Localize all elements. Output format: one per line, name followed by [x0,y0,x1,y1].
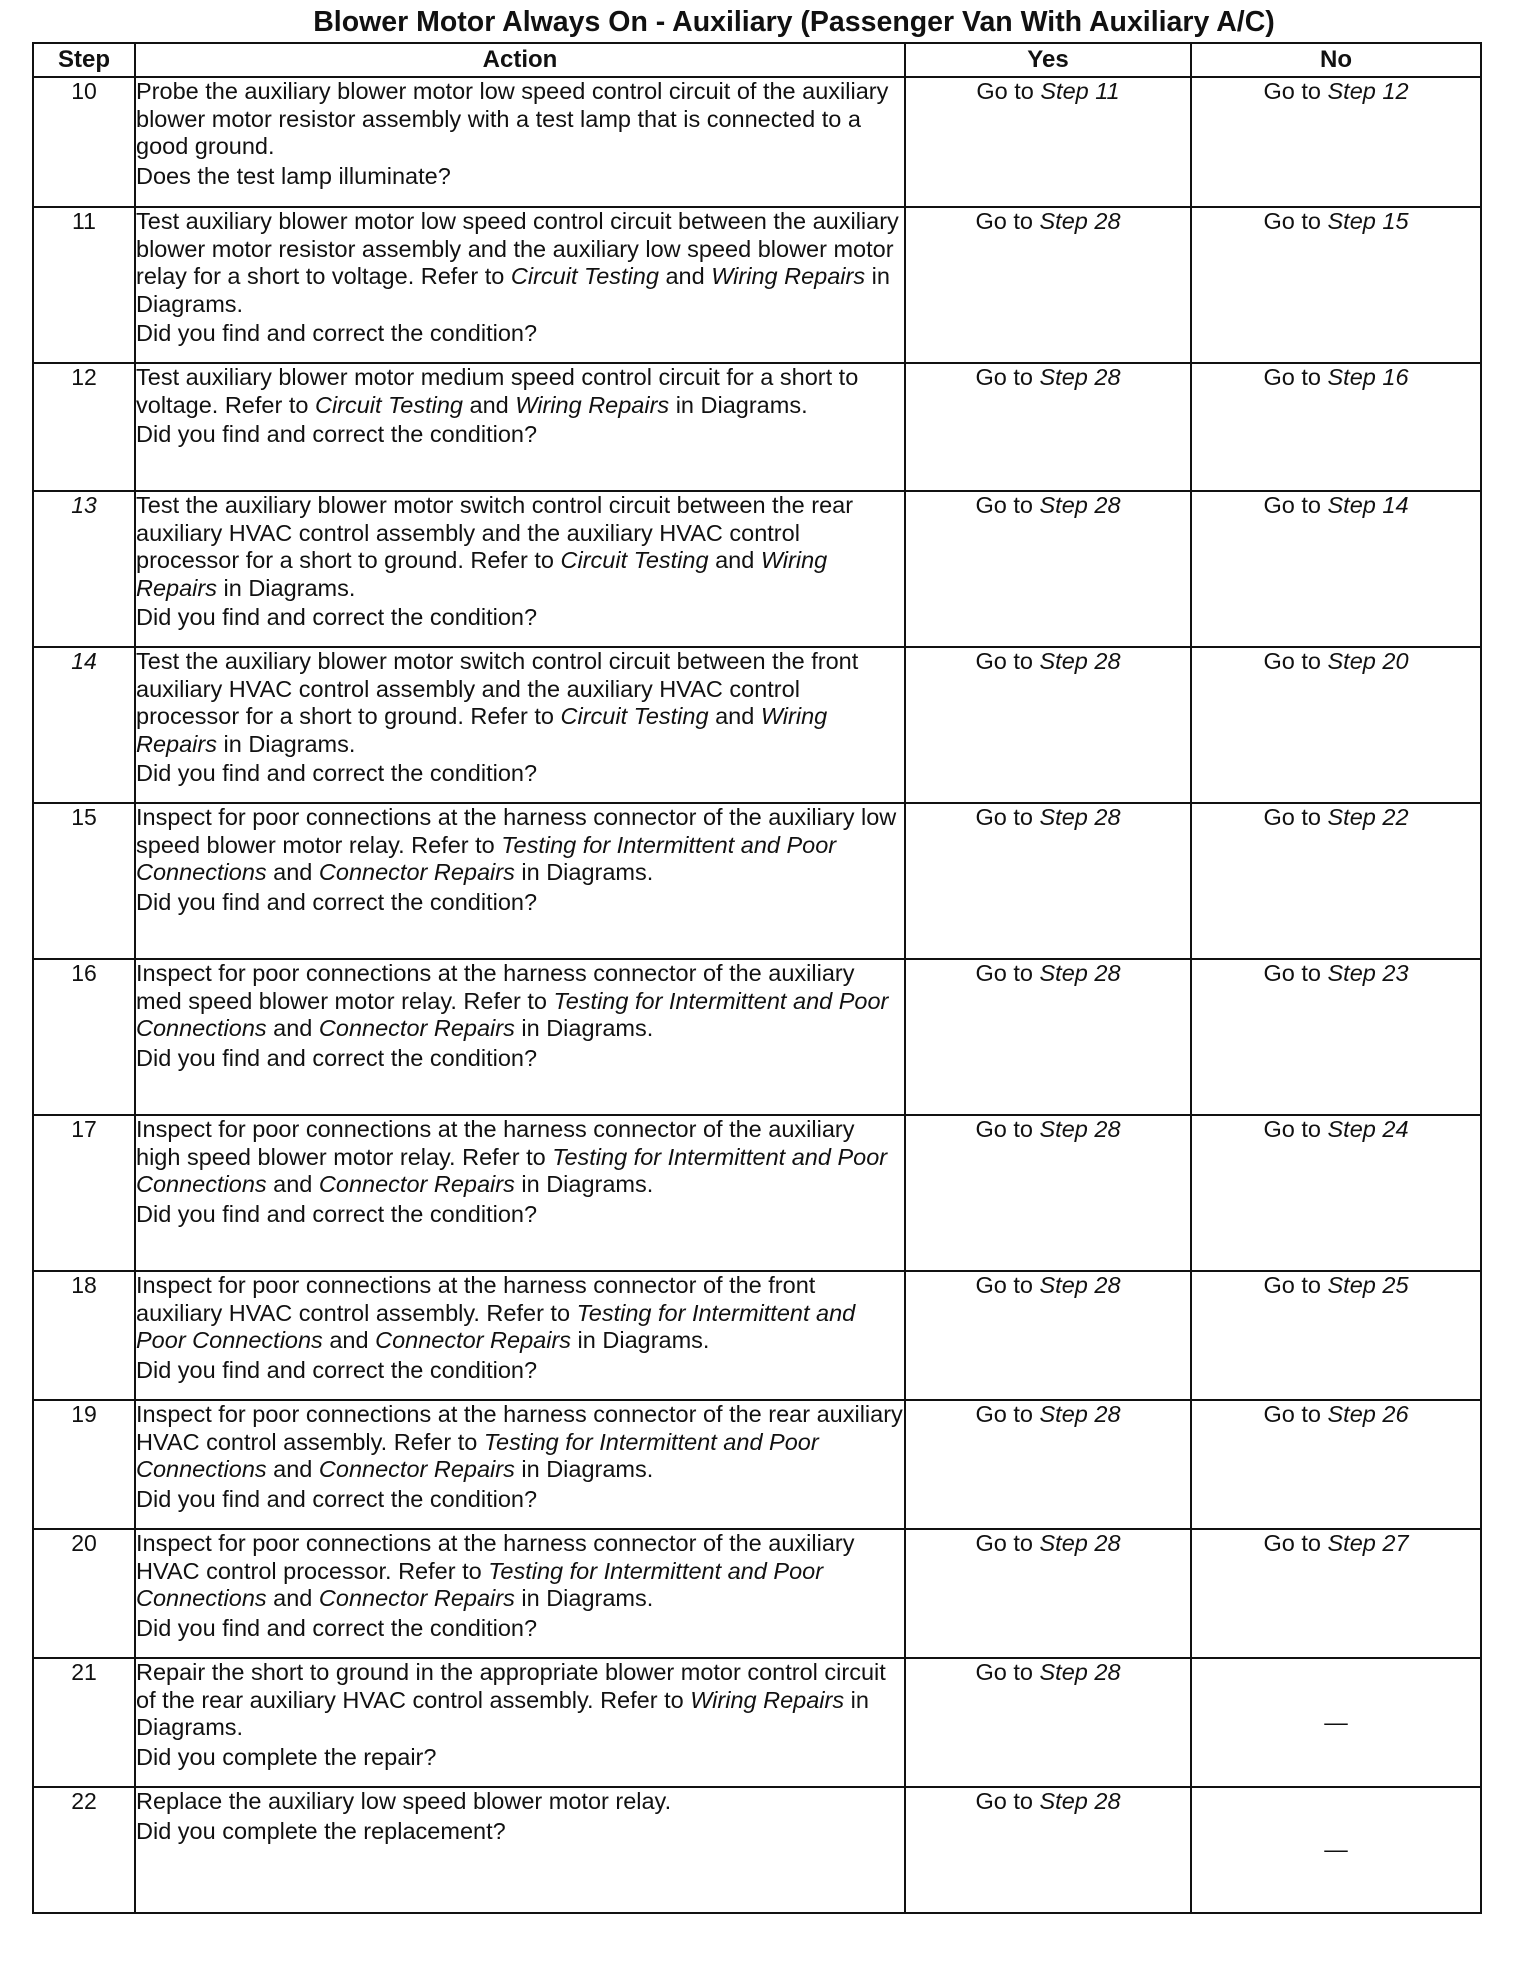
step-number: 22 [33,1787,135,1913]
action-text-segment: Probe the auxiliary blower motor low speed control circuit of the auxiliary blower motor resistor assembly with a test lamp that is connected to a good ground. [136,78,889,159]
step-reference: Step 28 [1039,804,1121,830]
action-text-segment: and [658,263,712,289]
step-reference: Step 28 [1039,208,1121,234]
go-to-label: Go to [975,804,1033,830]
no-result [1191,1529,1481,1658]
action-cell [135,491,905,647]
action-text [136,1788,904,1816]
step-reference: Step 14 [1327,492,1409,518]
action-question: Did you find and correct the condition? [136,604,538,630]
action-cell [135,1400,905,1529]
header-no: No [1191,43,1481,77]
action-text-segment: Test the auxiliary blower motor switch control circuit between the front auxiliary HVAC control assembly and the auxiliary HVAC control processor for a short to ground. Refer to [136,648,859,729]
action-cell [135,1271,905,1400]
not-applicable-dash: — [1324,1708,1348,1735]
reference-text: Wiring Repairs [136,703,828,757]
action-text [136,492,904,602]
action-text-segment: in Diagrams. [514,1171,654,1197]
reference-text: Testing for Intermittent and Poor Connections [136,987,889,1041]
action-cell [135,1529,905,1658]
table-row [33,803,1481,959]
table-header [33,43,1481,77]
go-to-label: Go to [1263,1116,1321,1142]
action-text-segment: in Diagrams. [514,859,654,885]
action-text-segment: in Diagrams. [514,1585,654,1611]
step-reference: Step 25 [1327,1272,1409,1298]
no-result [1191,1115,1481,1271]
action-text-segment: in Diagrams. [136,263,890,317]
yes-result [905,1529,1191,1658]
action-question: Did you find and correct the condition? [136,1044,538,1071]
action-cell [135,1787,905,1913]
go-to-label: Go to [975,1659,1033,1685]
step-number: 16 [33,959,135,1115]
step-number: 11 [33,207,135,363]
action-text-segment: in Diagrams. [216,730,356,757]
action-text [136,1401,904,1484]
step-reference: Step 24 [1327,1116,1409,1142]
action-text-segment: and [266,859,319,885]
go-to-label: Go to [1263,648,1321,674]
go-to-label: Go to [975,492,1033,518]
step-reference: Step 28 [1039,1116,1121,1142]
go-to-label: Go to [975,1116,1033,1142]
go-to-label: Go to [1263,960,1321,986]
action-text-segment: and [708,547,761,573]
reference-text: Circuit Testing [510,263,659,289]
step-number: 15 [33,803,135,959]
table-row [33,77,1481,207]
yes-result [905,1271,1191,1400]
reference-text: Testing for Intermittent and Poor Connections [136,1299,856,1353]
action-question: Did you find and correct the condition? [136,421,538,447]
header-yes: Yes [905,43,1191,77]
action-text-segment: and [266,1015,319,1041]
action-text-segment: and [266,1171,319,1197]
yes-result [905,1658,1191,1787]
action-cell [135,77,905,207]
go-to-label: Go to [976,78,1034,104]
no-result [1191,207,1481,363]
reference-text: Wiring Repairs [690,1686,845,1713]
reference-text: Connector Repairs [318,1015,515,1041]
yes-result [905,363,1191,491]
reference-text: Connector Repairs [318,1456,515,1482]
go-to-label: Go to [975,1530,1033,1556]
step-reference: Step 28 [1039,364,1121,390]
step-reference: Step 26 [1327,1401,1409,1427]
table-row [33,959,1481,1115]
action-question: Did you find and correct the condition? [136,888,538,915]
action-cell [135,647,905,803]
action-text-segment: and [463,391,516,418]
step-reference: Step 20 [1327,648,1409,674]
action-text-segment: Inspect for poor connections at the harness connector of the auxiliary low speed blower motor relay. Refer to [136,804,897,858]
table-row [33,363,1481,491]
action-text [136,804,904,887]
no-result [1191,1400,1481,1529]
step-number: 10 [33,77,135,207]
table-row [33,1115,1481,1271]
step-reference: Step 28 [1039,960,1121,986]
yes-result [905,491,1191,647]
action-text-segment: Replace the auxiliary low speed blower motor relay. [136,1788,672,1814]
step-reference: Step 28 [1039,1530,1121,1556]
reference-text: Wiring Repairs [711,263,866,289]
action-question: Did you complete the repair? [136,1743,437,1770]
step-number: 20 [33,1529,135,1658]
step-reference: Step 28 [1039,492,1121,518]
step-number: 17 [33,1115,135,1271]
action-question: Did you find and correct the condition? [136,1614,538,1641]
no-result [1191,1787,1481,1913]
action-text [136,1272,904,1355]
yes-result [905,647,1191,803]
reference-text: Circuit Testing [314,391,463,418]
reference-text: Connector Repairs [318,1171,515,1197]
go-to-label: Go to [975,648,1033,674]
no-result [1191,959,1481,1115]
page-title: Blower Motor Always On - Auxiliary (Passenger Van With Auxiliary A/C) [313,6,1275,38]
table-row [33,1400,1481,1529]
go-to-label: Go to [975,1401,1033,1427]
action-text [136,208,904,318]
header-row [33,43,1481,77]
reference-text: Testing for Intermittent and Poor Connections [136,1143,888,1197]
step-reference: Step 15 [1327,208,1409,234]
yes-result [905,959,1191,1115]
step-reference: Step 28 [1039,1401,1121,1427]
table-row [33,1787,1481,1913]
no-result [1191,363,1481,491]
action-question: Did you find and correct the condition? [136,320,538,346]
no-result [1191,1658,1481,1787]
reference-text: Testing for Intermittent and Poor Connections [136,1428,819,1482]
action-text-segment: and [266,1456,319,1482]
reference-text: Connector Repairs [318,1585,515,1611]
step-reference: Step 12 [1327,78,1409,104]
reference-text: Circuit Testing [560,703,709,729]
action-text-segment: Test the auxiliary blower motor switch control circuit between the rear auxiliary HVAC control assembly and the auxiliary HVAC control processor for a short to ground. Refer to [136,492,854,573]
action-text-segment: and [708,703,761,729]
step-number: 19 [33,1400,135,1529]
action-text [136,1659,904,1742]
step-number: 12 [33,363,135,491]
action-text [136,1530,904,1613]
go-to-label: Go to [1263,208,1321,234]
step-reference: Step 28 [1039,1659,1121,1685]
action-text-segment: Repair the short to ground in the appropriate blower motor control circuit of the rear auxiliary HVAC control assembly. Refer to [136,1659,886,1713]
reference-text: Testing for Intermittent and Poor Connections [136,1557,824,1611]
go-to-label: Go to [975,1788,1033,1814]
action-text-segment: in Diagrams. [216,574,356,601]
step-reference: Step 28 [1039,648,1121,674]
table-row [33,1271,1481,1400]
action-cell [135,803,905,959]
step-reference: Step 27 [1327,1530,1409,1556]
action-text-segment: Inspect for poor connections at the harness connector of the front auxiliary HVAC control assembly. Refer to [136,1272,816,1326]
action-text-segment: Test auxiliary blower motor low speed control circuit between the auxiliary blower motor resistor assembly and the auxiliary low speed blower motor relay for a short to voltage. Refer to [136,208,899,289]
action-text-segment: and [266,1585,319,1611]
action-text [136,1116,904,1199]
step-reference: Step 11 [1040,78,1120,104]
go-to-label: Go to [1263,1530,1321,1556]
action-question: Did you find and correct the condition? [136,1356,538,1383]
action-question: Did you complete the replacement? [136,1817,506,1844]
table-row [33,491,1481,647]
yes-result [905,1787,1191,1913]
no-result [1191,1271,1481,1400]
go-to-label: Go to [1263,1272,1321,1298]
reference-text: Circuit Testing [560,547,709,573]
step-number: 18 [33,1271,135,1400]
diagnostic-table [32,42,1482,1914]
action-text-segment: in Diagrams. [571,1327,710,1353]
header-action: Action [135,43,905,77]
action-cell [135,959,905,1115]
reference-text: Connector Repairs [375,1327,572,1353]
step-reference: Step 22 [1327,804,1409,830]
table-row [33,1529,1481,1658]
go-to-label: Go to [975,1272,1033,1298]
go-to-label: Go to [1263,364,1321,390]
action-text [136,78,904,161]
yes-result [905,77,1191,207]
no-result [1191,647,1481,803]
action-text-segment: Inspect for poor connections at the harness connector of the auxiliary HVAC control processor. Refer to [136,1530,855,1584]
action-question: Does the test lamp illuminate? [136,162,451,189]
go-to-label: Go to [1263,492,1321,518]
action-text [136,648,904,758]
yes-result [905,1400,1191,1529]
step-number: 21 [33,1658,135,1787]
step-reference: Step 16 [1327,364,1409,390]
reference-text: Testing for Intermittent and Poor Connections [136,831,837,885]
action-text-segment: Inspect for poor connections at the harness connector of the auxiliary med speed blower motor relay. Refer to [136,960,855,1014]
table-row [33,207,1481,363]
action-text-segment: Inspect for poor connections at the harness connector of the rear auxiliary HVAC control assembly. Refer to [136,1401,903,1455]
action-text-segment: and [322,1327,376,1353]
action-text-segment: Inspect for poor connections at the harness connector of the auxiliary high speed blower motor relay. Refer to [136,1116,855,1170]
action-question: Did you find and correct the condition? [136,1485,538,1512]
action-text-segment: Test auxiliary blower motor medium speed control circuit for a short to voltage. Refer to [136,364,859,418]
go-to-label: Go to [1263,78,1321,104]
action-question: Did you find and correct the condition? [136,760,538,786]
step-number: 13 [33,491,135,647]
not-applicable-dash: — [1324,1836,1348,1863]
reference-text: Wiring Repairs [515,391,670,418]
action-cell [135,363,905,491]
no-result [1191,77,1481,207]
step-reference: Step 23 [1327,960,1409,986]
action-text [136,960,904,1043]
action-text-segment: in Diagrams. [514,1456,654,1482]
yes-result [905,803,1191,959]
step-reference: Step 28 [1039,1272,1121,1298]
action-text-segment: in Diagrams. [514,1015,654,1041]
go-to-label: Go to [1263,1401,1321,1427]
reference-text: Wiring Repairs [136,547,828,601]
action-text-segment: in Diagrams. [136,1686,869,1740]
action-text-segment: in Diagrams. [669,391,808,418]
go-to-label: Go to [975,364,1033,390]
table-row [33,647,1481,803]
step-number: 14 [33,647,135,803]
step-reference: Step 28 [1039,1788,1121,1814]
action-cell [135,1658,905,1787]
go-to-label: Go to [975,208,1033,234]
yes-result [905,1115,1191,1271]
action-cell [135,207,905,363]
yes-result [905,207,1191,363]
go-to-label: Go to [1263,804,1321,830]
reference-text: Connector Repairs [318,859,515,885]
table-row [33,1658,1481,1787]
action-question: Did you find and correct the condition? [136,1200,538,1227]
table-body [33,77,1481,1913]
no-result [1191,803,1481,959]
action-cell [135,1115,905,1271]
action-text [136,364,904,419]
header-step: Step [33,43,135,77]
no-result [1191,491,1481,647]
go-to-label: Go to [975,960,1033,986]
